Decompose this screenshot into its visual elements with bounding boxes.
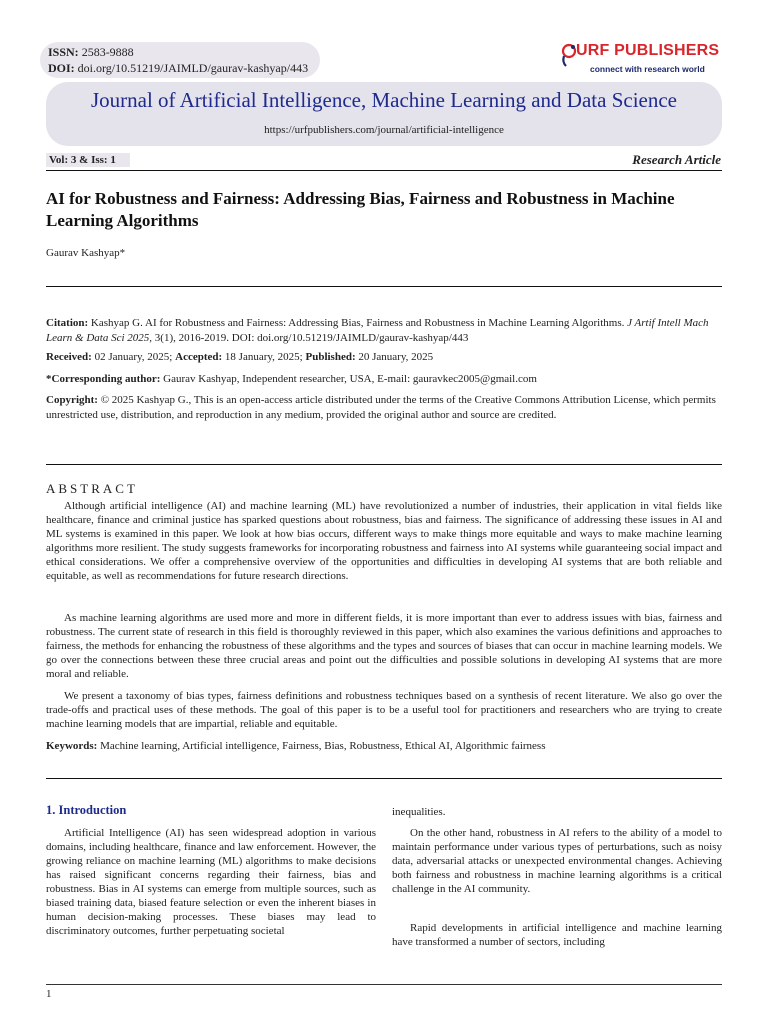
accepted-label: Accepted: bbox=[175, 351, 223, 363]
section-heading-introduction: 1. Introduction bbox=[46, 803, 127, 817]
page-number: 1 bbox=[46, 988, 52, 1000]
journal-title: Journal of Artificial Intelligence, Machine Learning and Data Science bbox=[90, 88, 677, 112]
publisher-name: URF PUBLISHERS bbox=[576, 42, 720, 59]
copyright-text: © 2025 Kashyap G., This is an open-access article distributed under the terms of the Creative Commons Attribution License, which permits unrestricted use, distribution, and reproduction in any medium, provided the original author and source are credited. bbox=[46, 394, 716, 421]
citation-text: Kashyap G. AI for Robustness and Fairness: Addressing Bias, Fairness and Robustness in Machine Learning Algorithms. bbox=[90, 317, 625, 329]
paper-title: AI for Robustness and Fairness: Addressing Bias, Fairness and Robustness in Machine Learning Algorithms bbox=[46, 189, 675, 230]
copyright bbox=[46, 393, 722, 423]
doi-label: DOI: bbox=[48, 61, 75, 75]
meta-rule bbox=[46, 464, 722, 465]
title-rule bbox=[46, 286, 722, 287]
abstract-paragraph-1: Although artificial intelligence (AI) and machine learning (ML) have revolutionized a number of industries, their application in vital fields like healthcare, finance and criminal justice has sparked questions about robustness, bias and fairness. The significance of addressing these issues in AI and ML systems is examined in this paper. We look at how bias occurs, different ways to make things more equitable and ways to make machine learning algorithms more resilient. The study suggests frameworks for incorporating robustness and fairness into AI systems while guaranteeing social impact and ethical considerations. We offer a comprehensive overview of the opportunities and difficulties in developing AI systems that are both reliable and equitable, as well as recommendations for future research directions. bbox=[46, 500, 722, 582]
volume-issue: Vol: 3 & Iss: 1 bbox=[46, 153, 130, 167]
citation-rest: 3(1), 2016-2019. DOI: doi.org/10.51219/JAIMLD/gaurav-kashyap/443 bbox=[154, 332, 469, 344]
copyright-label: Copyright: bbox=[46, 394, 98, 406]
corresponding-author bbox=[46, 372, 722, 387]
intro-right-column-3: Rapid developments in artificial intelligence and machine learning have transformed a number of sectors, including bbox=[392, 922, 722, 948]
citation bbox=[46, 316, 722, 346]
doi-value: doi.org/10.51219/JAIMLD/gaurav-kashyap/443 bbox=[77, 61, 309, 75]
published-label: Published: bbox=[305, 351, 356, 363]
keywords-label: Keywords: bbox=[46, 740, 98, 752]
corresponding-label: *Corresponding author: bbox=[46, 373, 161, 385]
publisher-tagline: connect with research world bbox=[590, 64, 705, 74]
citation-label: Citation: bbox=[46, 317, 89, 329]
published-date: 20 January, 2025 bbox=[358, 351, 434, 363]
abstract-paragraph-3: We present a taxonomy of bias types, fairness definitions and robustness techniques based on a synthesis of recent literature. We also go over the trade-offs and practical uses of these methods. The goal of this paper is to be a useful tool for practitioners and researchers who are trying to create machine learning models that are impartial, reliable and equitable. bbox=[46, 690, 722, 730]
abstract-heading: ABSTRACT bbox=[46, 481, 138, 496]
received-date: 02 January, 2025; bbox=[94, 351, 173, 363]
keywords bbox=[46, 740, 545, 752]
issn-doi-block bbox=[48, 44, 308, 76]
intro-right-column-2: On the other hand, robustness in AI refers to the ability of a model to maintain performance under various types of perturbations, such as noisy data, adversarial attacks or unexpected environmental changes. Achieving both fairness and robustness in machine learning algorithms is a critical challenge in the AI community. bbox=[392, 827, 722, 895]
footer-rule bbox=[46, 984, 722, 985]
intro-left-column: Artificial Intelligence (AI) has seen widespread adoption in various domains, including healthcare, finance and law enforcement. However, the growing reliance on machine learning (ML) algorithms to make decisions has raised significant concerns regarding their fairness, bias and robustness. Bias in AI systems can emerge from multiple sources, such as biased training data, biased feature selection or even the inherent biases in human decision-making processes. These biases may lead to discriminatory outcomes, further perpetuating societal bbox=[46, 827, 376, 937]
corresponding-text: Gaurav Kashyap, Independent researcher, USA, E-mail: gauravkec2005@gmail.com bbox=[163, 373, 537, 385]
keywords-text: Machine learning, Artificial intelligence, Fairness, Bias, Robustness, Ethical AI, Algorithmic fairness bbox=[100, 740, 546, 752]
citation-journal: J Artif Intell Mach Learn & Data Sci 2025, bbox=[46, 317, 709, 344]
article-type: Research Article bbox=[632, 152, 721, 167]
accepted-date: 18 January, 2025; bbox=[224, 351, 303, 363]
author-name: Gaurav Kashyap* bbox=[46, 247, 126, 259]
received-label: Received: bbox=[46, 351, 92, 363]
abstract-rule bbox=[46, 778, 722, 779]
abstract-paragraph-2: As machine learning algorithms are used more and more in different fields, it is more important than ever to address issues with bias, fairness and robustness. The current state of research in this field is thoroughly reviewed in this paper, which also examines the various definitions and approaches to fairness, the methods for enhancing the robustness of these algorithms and the types and sources of biases that can occur in machine learning models. We go over the connections between these three crucial areas and point out the difficulties and possible solutions in developing AI systems that are more moral and reliable. bbox=[46, 612, 722, 680]
intro-right-column-1: inequalities. bbox=[392, 806, 446, 818]
dates bbox=[46, 350, 722, 365]
issn-label: ISSN: bbox=[48, 45, 79, 59]
issn-value: 2583-9888 bbox=[81, 45, 134, 59]
journal-url-link[interactable]: https://urfpublishers.com/journal/artificial-intelligence bbox=[264, 124, 504, 136]
header-rule bbox=[46, 170, 722, 171]
